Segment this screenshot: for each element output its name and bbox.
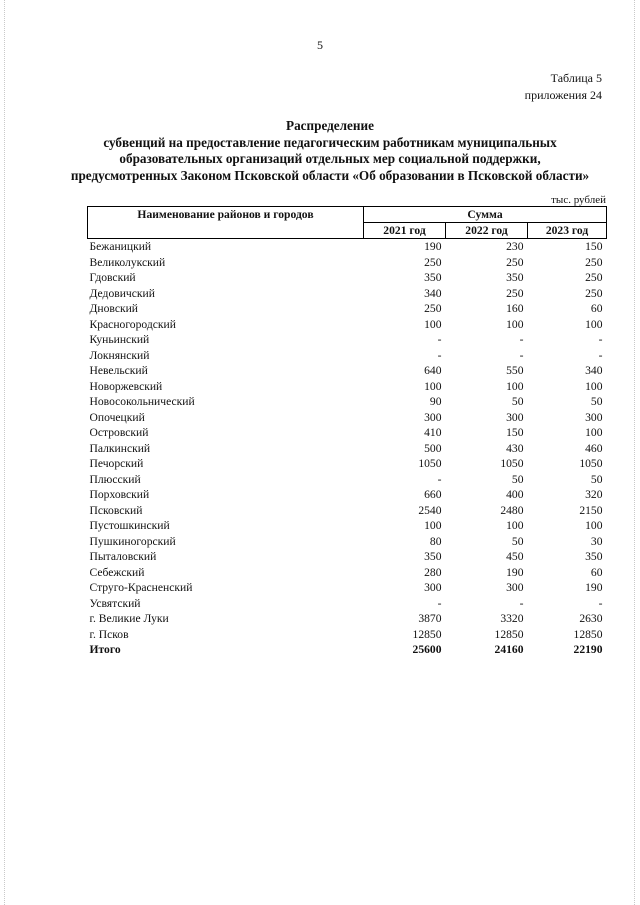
district-name: Невельский <box>89 364 148 377</box>
header-name: Наименование районов и городов <box>88 207 364 239</box>
amount-2021: 1050 <box>418 457 442 470</box>
amount-2023: 350 <box>585 550 603 563</box>
amount-2021: 100 <box>424 519 442 532</box>
table-row <box>88 565 607 581</box>
amount-2021: 300 <box>424 410 442 424</box>
table-row <box>88 286 607 302</box>
amount-2022: 50 <box>511 395 524 408</box>
title-line-4: предусмотренных Законом Псковской области «Об образовании в Псковской области» <box>70 167 590 183</box>
table-row <box>88 472 607 488</box>
table-row <box>88 317 607 333</box>
amount-2021: 500 <box>424 441 442 455</box>
district-name: Себежский <box>89 565 145 579</box>
district-name: г. Псков <box>89 627 129 641</box>
district-name: Красногородский <box>89 317 176 331</box>
amount-2022: 50 <box>511 534 524 548</box>
district-name: Опочецкий <box>89 410 145 424</box>
district-name: Локнянский <box>89 348 150 362</box>
amount-2021: 80 <box>429 534 442 548</box>
amount-2023: 320 <box>585 488 603 501</box>
amount-2021: 350 <box>424 271 442 284</box>
table-ref-line2: приложения 24 <box>524 88 602 102</box>
table-row <box>88 410 607 426</box>
district-name: Островский <box>89 426 149 439</box>
table-row <box>88 332 607 348</box>
amount-2021: 190 <box>424 240 442 253</box>
table-reference <box>525 70 602 104</box>
amount-2023: 460 <box>585 441 603 455</box>
header-sum: Сумма <box>364 207 607 223</box>
table-row <box>88 503 607 519</box>
total-2023: 22190 <box>573 643 603 656</box>
district-name: Печорский <box>89 457 144 470</box>
table-row <box>88 627 607 643</box>
amount-2022: 160 <box>506 302 524 315</box>
total-2021: 25600 <box>412 643 442 656</box>
table-row <box>88 456 607 472</box>
district-name: Струго-Красненский <box>89 581 193 594</box>
amount-2023: 2150 <box>579 503 603 517</box>
district-name: Гдовский <box>89 271 136 284</box>
table-row <box>88 348 607 364</box>
amount-2023: 250 <box>585 286 603 300</box>
amount-2023: 250 <box>585 271 603 284</box>
amount-2021: 410 <box>424 426 442 439</box>
table-row <box>88 379 607 395</box>
amount-2022: 100 <box>506 519 524 532</box>
district-name: Усвятский <box>89 596 141 610</box>
district-name: Плюсский <box>89 472 141 486</box>
header-year-2022: 2022 год <box>446 223 528 239</box>
amount-2021: 280 <box>424 565 442 579</box>
amount-2023: 60 <box>590 565 603 579</box>
amount-2022: 12850 <box>494 627 524 641</box>
amount-2022: 150 <box>506 426 524 439</box>
header-year-2021: 2021 год <box>364 223 446 239</box>
amount-2022: - <box>519 333 524 346</box>
amount-2022: 450 <box>506 550 524 563</box>
amount-2022: 250 <box>506 255 524 269</box>
table-row <box>88 441 607 457</box>
amount-2022: 3320 <box>500 612 524 625</box>
amount-2021: - <box>437 596 442 610</box>
title-line-3: образовательных организаций отдельных мер социальной поддержки, <box>119 151 541 166</box>
amount-2023: - <box>598 596 603 610</box>
amount-2023: 250 <box>585 255 603 269</box>
amount-2022: 550 <box>506 364 524 377</box>
amount-2022: 230 <box>506 240 524 253</box>
amount-2022: 350 <box>506 271 524 284</box>
scan-edge-right <box>634 0 635 905</box>
table-row <box>88 611 607 627</box>
table-row <box>88 239 607 255</box>
amount-2023: 60 <box>590 302 603 315</box>
district-name: г. Великие Луки <box>89 612 169 625</box>
district-name: Великолукский <box>89 255 166 269</box>
amount-2023: 1050 <box>579 457 603 470</box>
amount-2023: 50 <box>590 395 603 408</box>
amount-2021: 250 <box>424 302 442 315</box>
total-row <box>88 642 607 658</box>
district-name: Пушкиногорский <box>89 534 176 548</box>
table-row <box>88 534 607 550</box>
table-row <box>88 301 607 317</box>
amount-2021: - <box>437 472 442 486</box>
amount-2021: 90 <box>429 395 442 408</box>
amount-2023: 100 <box>585 519 603 532</box>
scan-edge-left <box>4 0 5 905</box>
amount-2021: 340 <box>424 286 442 300</box>
amount-2021: 300 <box>424 581 442 594</box>
page-number: 5 <box>317 38 323 52</box>
amount-2023: 2630 <box>579 612 603 625</box>
amount-2022: 300 <box>506 581 524 594</box>
amount-2022: 100 <box>506 317 524 331</box>
title-line-2: субвенций на предоставление педагогическим работникам муниципальных <box>103 134 557 150</box>
amount-2023: 190 <box>585 581 603 594</box>
table-ref-line1: Таблица 5 <box>550 71 602 85</box>
title-line-1: Распределение <box>286 118 374 133</box>
amount-2021: 100 <box>424 379 442 393</box>
amount-2021: - <box>437 348 442 362</box>
district-name: Дновский <box>89 302 139 315</box>
amount-2021: 12850 <box>412 627 442 641</box>
amount-2021: 640 <box>424 364 442 377</box>
amount-2021: 3870 <box>418 612 442 625</box>
amount-2022: 250 <box>506 286 524 300</box>
amount-2022: 1050 <box>500 457 524 470</box>
table-row <box>88 270 607 286</box>
amount-2021: 660 <box>424 488 442 501</box>
amount-2021: 350 <box>424 550 442 563</box>
district-name: Новоржевский <box>89 379 163 393</box>
table-row <box>88 255 607 271</box>
amount-2023: 100 <box>585 379 603 393</box>
amount-2022: 50 <box>511 472 524 486</box>
table-row <box>88 549 607 565</box>
district-name: Порховский <box>89 488 150 501</box>
amount-2023: 30 <box>590 534 603 548</box>
amount-2022: 190 <box>506 565 524 579</box>
amount-2023: 150 <box>585 240 603 253</box>
table-row <box>88 487 607 503</box>
amount-2022: 400 <box>506 488 524 501</box>
amount-2023: - <box>598 333 603 346</box>
amount-2023: 50 <box>590 472 603 486</box>
district-name: Пустошкинский <box>89 519 170 532</box>
total-label: Итого <box>89 643 121 656</box>
district-name: Бежаницкий <box>89 240 152 253</box>
amount-2022: 100 <box>506 379 524 393</box>
amount-2023: 340 <box>585 364 603 377</box>
amount-2021: - <box>437 333 442 346</box>
unit-label: тыс. рублей <box>551 194 606 206</box>
district-name: Палкинский <box>89 441 151 455</box>
amount-2021: 100 <box>424 317 442 331</box>
header-year-2023: 2023 год <box>528 223 607 239</box>
table-row <box>88 394 607 410</box>
district-name: Куньинский <box>89 333 150 346</box>
table-row <box>88 596 607 612</box>
amount-2023: 12850 <box>573 627 603 641</box>
district-name: Дедовичский <box>89 286 155 300</box>
amount-2021: 2540 <box>418 503 442 517</box>
amount-2023: 100 <box>585 426 603 439</box>
table-header <box>88 207 607 239</box>
amount-2022: 2480 <box>500 503 524 517</box>
table-row <box>88 363 607 379</box>
amount-2023: 100 <box>585 317 603 331</box>
table-body <box>88 239 607 658</box>
amount-2021: 250 <box>424 255 442 269</box>
table-row <box>88 580 607 596</box>
table-row <box>88 518 607 534</box>
amount-2023: 300 <box>585 410 603 424</box>
document-title <box>60 118 600 184</box>
amount-2022: - <box>519 596 524 610</box>
amount-2022: 430 <box>506 441 524 455</box>
total-2022: 24160 <box>494 643 524 656</box>
subvention-table <box>87 206 607 658</box>
amount-2022: - <box>519 348 524 362</box>
district-name: Новосокольнический <box>89 395 195 408</box>
amount-2023: - <box>598 348 603 362</box>
table-row <box>88 425 607 441</box>
amount-2022: 300 <box>506 410 524 424</box>
district-name: Псковский <box>89 503 143 517</box>
district-name: Пыталовский <box>89 550 157 563</box>
